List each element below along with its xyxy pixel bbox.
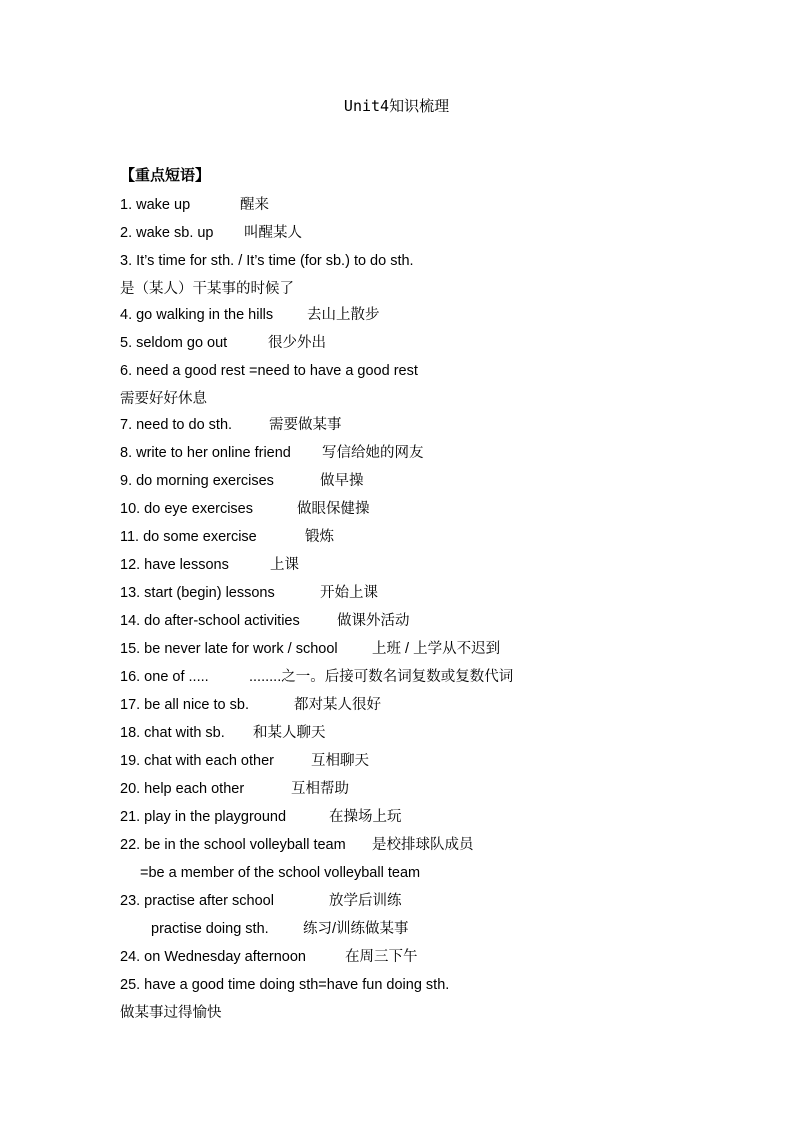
phrase-chinese: 做某事过得愉快 [120, 1005, 222, 1021]
list-item [120, 526, 680, 554]
phrase-english: 11. do some exercise [120, 529, 257, 545]
phrase-english: 17. be all nice to sb. [120, 697, 249, 713]
phrase-english: 3. It’s time for sth. / It’s time (for sb.) to do sth. [120, 253, 414, 269]
phrase-english: 9. do morning exercises [120, 473, 274, 489]
phrase-chinese: 互相聊天 [311, 753, 369, 769]
phrase-english: 8. write to her online friend [120, 445, 291, 461]
phrase-chinese: 叫醒某人 [244, 225, 302, 241]
phrase-chinese: 需要做某事 [269, 417, 342, 433]
phrase-chinese: 放学后训练 [329, 893, 402, 909]
phrase-english: 24. on Wednesday afternoon [120, 949, 306, 965]
phrase-chinese: 在操场上玩 [329, 809, 402, 825]
phrase-chinese: 做早操 [320, 473, 364, 489]
phrase-chinese: 醒来 [240, 197, 269, 213]
phrase-chinese: 互相帮助 [291, 781, 349, 797]
list-item [120, 304, 680, 332]
list-item [120, 918, 680, 946]
phrase-english: 12. have lessons [120, 557, 229, 573]
list-item [120, 194, 680, 222]
section-heading: 【重点短语】 [120, 167, 211, 184]
phrase-chinese: ........之一。后接可数名词复数或复数代词 [249, 669, 514, 685]
phrase-english: 15. be never late for work / school [120, 641, 338, 657]
phrase-chinese: 是（某人）干某事的时候了 [120, 281, 294, 297]
phrase-chinese: 锻炼 [305, 529, 334, 545]
phrase-english: 6. need a good rest =need to have a good rest [120, 363, 418, 379]
list-item [120, 250, 680, 278]
list-item [120, 332, 680, 360]
list-item [120, 694, 680, 722]
phrase-chinese: 在周三下午 [345, 949, 418, 965]
phrase-chinese: 是校排球队成员 [372, 837, 474, 853]
phrase-english: 5. seldom go out [120, 335, 228, 351]
page-title: Unit4知识梳理 [343, 97, 450, 115]
list-item [120, 442, 680, 470]
phrase-chinese: 写信给她的网友 [322, 445, 424, 461]
list-item [120, 666, 680, 694]
phrase-chinese: 做眼保健操 [297, 501, 370, 517]
list-item [120, 388, 680, 414]
phrase-chinese: 很少外出 [268, 335, 326, 351]
phrase-english: 18. chat with sb. [120, 725, 225, 741]
list-item [120, 862, 680, 890]
phrase-chinese: 上课 [270, 557, 299, 573]
phrase-english: 2. wake sb. up [120, 225, 214, 241]
phrase-english: 19. chat with each other [120, 753, 274, 769]
phrase-english: 10. do eye exercises [120, 501, 253, 517]
list-item [120, 638, 680, 666]
list-item [120, 470, 680, 498]
phrase-english: 1. wake up [120, 197, 191, 213]
phrase-english: 21. play in the playground [120, 809, 287, 825]
list-item [120, 722, 680, 750]
list-item [120, 806, 680, 834]
list-item [120, 750, 680, 778]
list-item [120, 890, 680, 918]
phrase-english: 16. one of ..... [120, 669, 209, 685]
list-item [120, 610, 680, 638]
phrase-english: 23. practise after school [120, 893, 274, 909]
list-item [120, 834, 680, 862]
list-item [120, 974, 680, 1002]
phrase-english: 7. need to do sth. [120, 417, 233, 433]
phrase-chinese: 开始上课 [320, 585, 378, 601]
list-item [120, 498, 680, 526]
list-item [120, 222, 680, 250]
list-item [120, 778, 680, 806]
phrase-english: 20. help each other [120, 781, 245, 797]
phrase-english: practise doing sth. [151, 921, 269, 937]
phrase-chinese: 需要好好休息 [120, 391, 207, 407]
phrase-english: 4. go walking in the hills [120, 307, 274, 323]
phrase-chinese: 做课外活动 [337, 613, 410, 629]
phrase-chinese: 去山上散步 [307, 307, 380, 323]
phrase-english: 13. start (begin) lessons [120, 585, 275, 601]
phrase-chinese: 都对某人很好 [294, 697, 381, 713]
list-item [120, 1002, 680, 1028]
phrase-chinese: 和某人聊天 [253, 725, 326, 741]
phrase-chinese: 练习/训练做某事 [303, 921, 409, 937]
list-item [120, 582, 680, 610]
phrase-english: 22. be in the school volleyball team [120, 837, 346, 853]
list-item [120, 946, 680, 974]
phrase-english: =be a member of the school volleyball team [140, 865, 421, 881]
phrase-english: 25. have a good time doing sth=have fun doing sth. [120, 977, 450, 993]
phrase-english: 14. do after-school activities [120, 613, 300, 629]
list-item [120, 360, 680, 388]
list-item [120, 554, 680, 582]
list-item [120, 278, 680, 304]
phrase-list [120, 194, 680, 1028]
list-item [120, 414, 680, 442]
phrase-chinese: 上班 / 上学从不迟到 [372, 641, 501, 657]
